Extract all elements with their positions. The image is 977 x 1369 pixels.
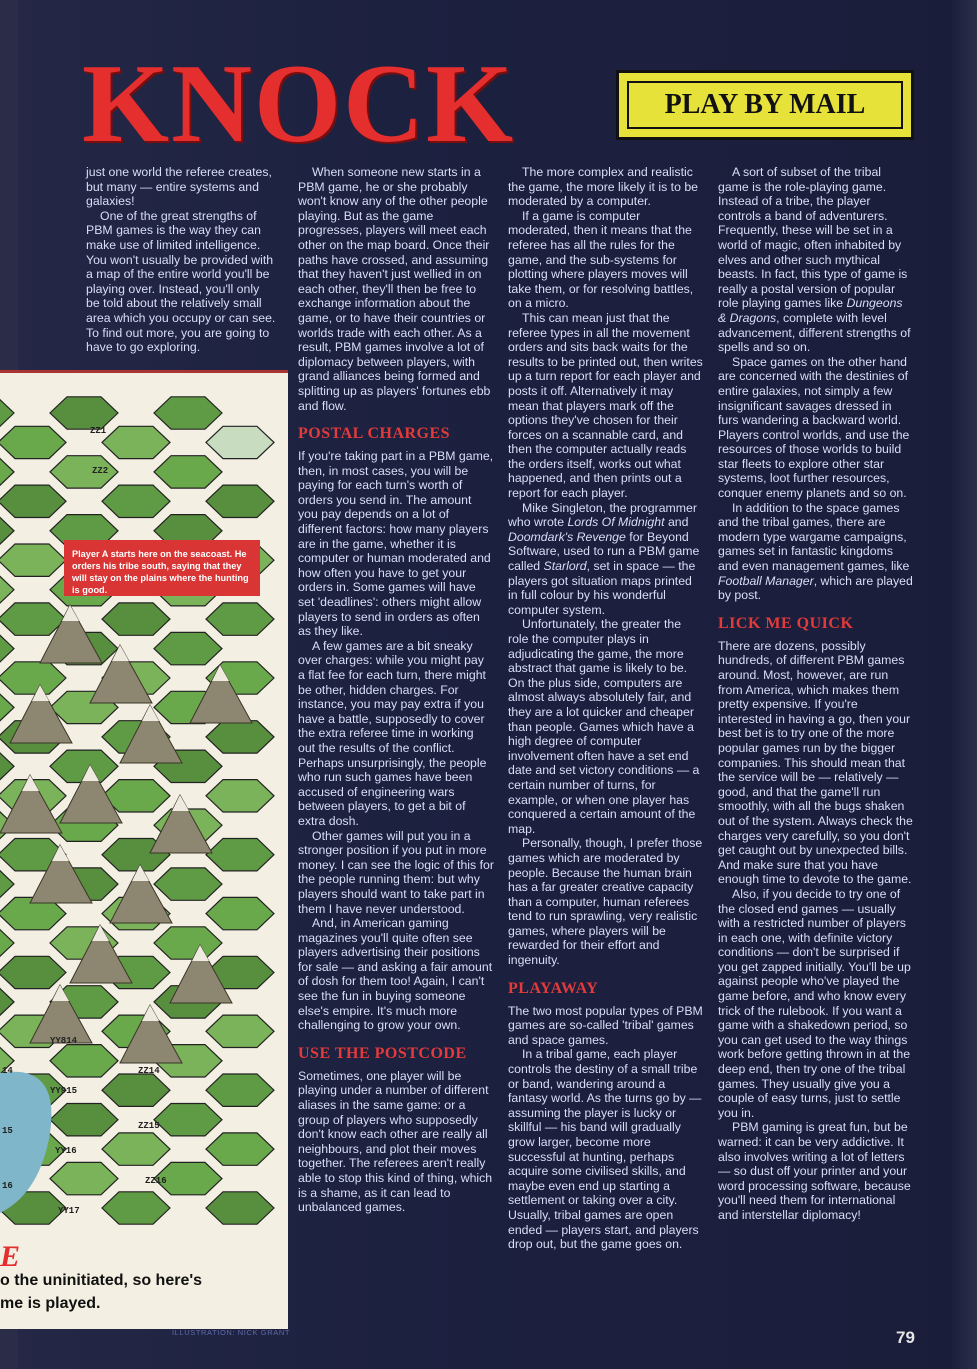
paragraph: This can mean just that the referee types in all the movement orders and sits back waits for the results to be printed out, then writes up a turn report for each player and posts it off. Alternatively it may mean that players mark off the options they've chosen for their forces on a scannable card, and then the computer actually reads the orders itself, works out what happened, and then prints out a report for each player. — [508, 310, 703, 501]
headline: KNOCK — [82, 42, 516, 166]
subheading-use-the-postcode: USE THE POSTCODE — [298, 1044, 467, 1062]
hex-label: ZZ16 — [145, 1176, 167, 1186]
intro-line-1: o the uninitiated, so here's — [0, 1272, 203, 1289]
paragraph: Personally, though, I prefer those games which are moderated by people. Because the human brain has a far greater creative capacity than a computer, human referees tend to run sprawling, very realistic games, where players will be rewarded for their effort and ingenuity. — [508, 836, 703, 968]
paragraph: In addition to the space games and the tribal games, there are modern type wargame campaigns, games set in fantastic kingdoms and even management games, like Football Manager, which are played by post. — [718, 500, 913, 603]
paragraph: Also, if you decide to try one of the closed end games — usually with a restricted number of players in each one, with definite victory conditions — don't be surprised if you get zapped initially. You'll be up against people who've played the game before, and who know every trick of the rulebook. If you want a game with a shakedown period, so you can get used to the way things work before getting thrown in at the deep end, then try one of the tribal games. They usually give you a couple of easy turns, just to settle you in. — [718, 886, 911, 1120]
hex-label: ZZ1 — [90, 426, 107, 436]
paragraph: When someone new starts in a PBM game, he or she probably won't know any of the other people playing. But as the game progresses, players will meet each other on the map board. Once their paths have crossed, and assuming that they haven't just wellied in on each other, they'll then be free to exchange information about the game, or to have their countries or worlds trade with each other. As a result, PBM games involve a lot of diplomacy between players, with grand alliances being formed and splitting up as players' fortunes ebb and flow. — [298, 165, 491, 413]
paragraph: The more complex and realistic the game, the more likely it is to be moderated by a computer. — [508, 165, 699, 209]
column-4 — [718, 165, 914, 1223]
paragraph: The two most popular types of PBM games are so-called 'tribal' games and space games. — [508, 1003, 703, 1047]
map-callout: Player A starts here on the seacoast. He orders his tribe south, saying that they will stay on the plains where the hunting is good. — [64, 540, 260, 596]
paragraph: Mike Singleton, the programmer who wrote Lords Of Midnight and Doomdark's Revenge for Beyond Software, used to run a PBM game called Starlord, set in space — the players got situation maps printed in full colour by his wonderful computer system. — [508, 500, 700, 617]
hex-label: ZZ15 — [138, 1121, 160, 1131]
hex-label: YY16 — [55, 1146, 77, 1156]
column-1 — [86, 165, 276, 355]
map-illustration — [0, 370, 288, 1329]
title-dungeons-dragons: Dungeons & Dragons — [718, 296, 903, 325]
title-football-manager: Football Manager — [718, 573, 814, 588]
column-3 — [508, 165, 704, 1252]
subheading-postal-charges: POSTAL CHARGES — [298, 425, 451, 443]
hex-label: YY17 — [58, 1206, 80, 1216]
paragraph: just one world the referee creates, but many — entire systems and galaxies! — [86, 165, 272, 209]
paragraph: A sort of subset of the tribal game is the role-playing game. Instead of a tribe, the player controls a band of adventurers. Frequently, these will be set in a world of magic, often inhabited by elves and other such mythical beasts. In fact, this type of game is really a postal version of popular role playing games like Dungeons & Dragons, complete with level advancement, different strengths of spells and so on. — [718, 165, 911, 355]
paragraph: A few games are a bit sneaky over charges: while you might pay a flat fee for each turn, there might be other, hidden charges. For instance, you may pay extra if you have a battle, supposedly to cover the extra referee time in working out the results of the conflict. Perhaps unsurprisingly, the people who run such games have been accused of engineering wars between players, to get a bit of extra dosh. — [298, 638, 487, 828]
paragraph: Space games on the other hand are concerned with the destinies of entire galaxies, not simply a few insignificant savages dressed in furs wandering a backward world. Players control worlds, and use the resources of those worlds to build star fleets to explore other star systems, loot further resources, conquer enemy planets and so on. — [718, 354, 910, 501]
paragraph: In a tribal game, each player controls the destiny of a small tribe or band, wandering around a fantasy world. As the turns go by — assuming the player is lucky or skillful — his band will gradually grow larger, become more successful at hunting, perhaps acquire some civilised skills, and maybe even end up starting a settlement or taking over a city. Usually, tribal games are open ended — players start, and players drop out, but the game goes on. — [508, 1047, 702, 1252]
title-doomdarks-revenge: Doomdark's Revenge — [508, 529, 626, 544]
hex-label: ZZ2 — [92, 466, 109, 476]
paragraph: Unfortunately, the greater the role the computer plays in adjudicating the game, the more abstract that game is likely to be. On the plus side, computers are almost always absolutely fair, and they are a lot quicker and cheaper than people. Games which have a high degree of computer involvement often have a set end date and set victory conditions — a certain number of turns, for example, or when one player has conquered a certain amount of the map. — [508, 617, 700, 836]
illustration-credit: ILLUSTRATION: NICK GRANT — [172, 1328, 291, 1337]
subheading-lick-me-quick: LICK ME QUICK — [718, 614, 854, 632]
hex-label: ZZ14 — [138, 1066, 160, 1076]
page-right-edge — [950, 0, 977, 1369]
subheading-playaway: PLAYAWAY — [508, 979, 599, 997]
hex-label: 16 — [2, 1181, 13, 1191]
hex-label: YY915 — [50, 1086, 78, 1096]
paragraph: And, in American gaming magazines you'll quite often see players advertising their positions for sale — and asking a fair amount of dosh for them too! Again, I can't see the fun in buying someone else's empire. It's much more challenging to grow your own. — [298, 916, 493, 1033]
intro-heading-fragment: E — [0, 1240, 21, 1273]
paragraph: If you're taking part in a PBM game, then, in most cases, you will be paying for each turn's worth of orders you send in. The amount you pay depends on a lot of different factors: how many players are in the game, whether it is computer or human moderated and how often you have to get your orders in. Some games will have set 'deadlines': others might allow players to send in orders as often as they like. — [298, 449, 494, 639]
hex-map — [0, 373, 288, 1243]
paragraph: Sometimes, one player will be playing under a number of different aliases in the same game: or a group of players who supposedly don't know each other are really all neighbours, and plot their moves together. The referees aren't really able to stop this kind of thing, which is a shame, as it can lead to unbalanced games. — [298, 1068, 493, 1215]
paragraph: PBM gaming is great fun, but be warned: it can be very addictive. It also involves writing a lot of letters — so dust off your printer and your word processing software, because you'll need them for international and interstellar diplomacy! — [718, 1120, 911, 1222]
title-starlord: Starlord — [543, 559, 587, 574]
paragraph: If a game is computer moderated, then it means that the referee has all the rules for the game, and the sub-systems for plotting where players moves will take them, or for resolving battles, on a micro. — [508, 208, 694, 311]
title-lords-of-midnight: Lords Of Midnight — [567, 515, 665, 530]
paragraph: There are dozens, possibly hundreds, of different PBM games around. Most, however, are run from America, which makes them pretty expensive. If you're interested in having a go, then your best bet is to try one of the more popular games run by the bigger companies. This should mean that the service will be — relatively — good, and that the game'll run smoothly, with all the bugs shaken out of the system. Always check the charges very carefully, so you don't get caught out by unexpected bills. And make sure that you have enough time to devote to the game. — [718, 638, 913, 887]
column-2 — [298, 165, 494, 1215]
section-label-box — [616, 70, 914, 140]
page-number: 79 — [896, 1328, 915, 1347]
hex-label: 14 — [2, 1066, 13, 1076]
section-label: PLAY BY MAIL — [664, 89, 866, 120]
paragraph: Other games will put you in a stronger position if you put in more money. I can see the logic of this for the people running them: but why players should want to take part in them I have never understood. — [298, 828, 494, 916]
intro-line-2: me is played. — [0, 1295, 101, 1312]
hex-label: YY814 — [50, 1036, 78, 1046]
paragraph: One of the great strengths of PBM games is the way they can make use of limited intelligence. You won't usually be provided with a map of the entire world you'll be playing over. Instead, you'll only be told about the relatively small area which you occupy or can see. To find out more, you are going to have to go exploring. — [86, 208, 276, 355]
hex-label: 15 — [2, 1126, 13, 1136]
